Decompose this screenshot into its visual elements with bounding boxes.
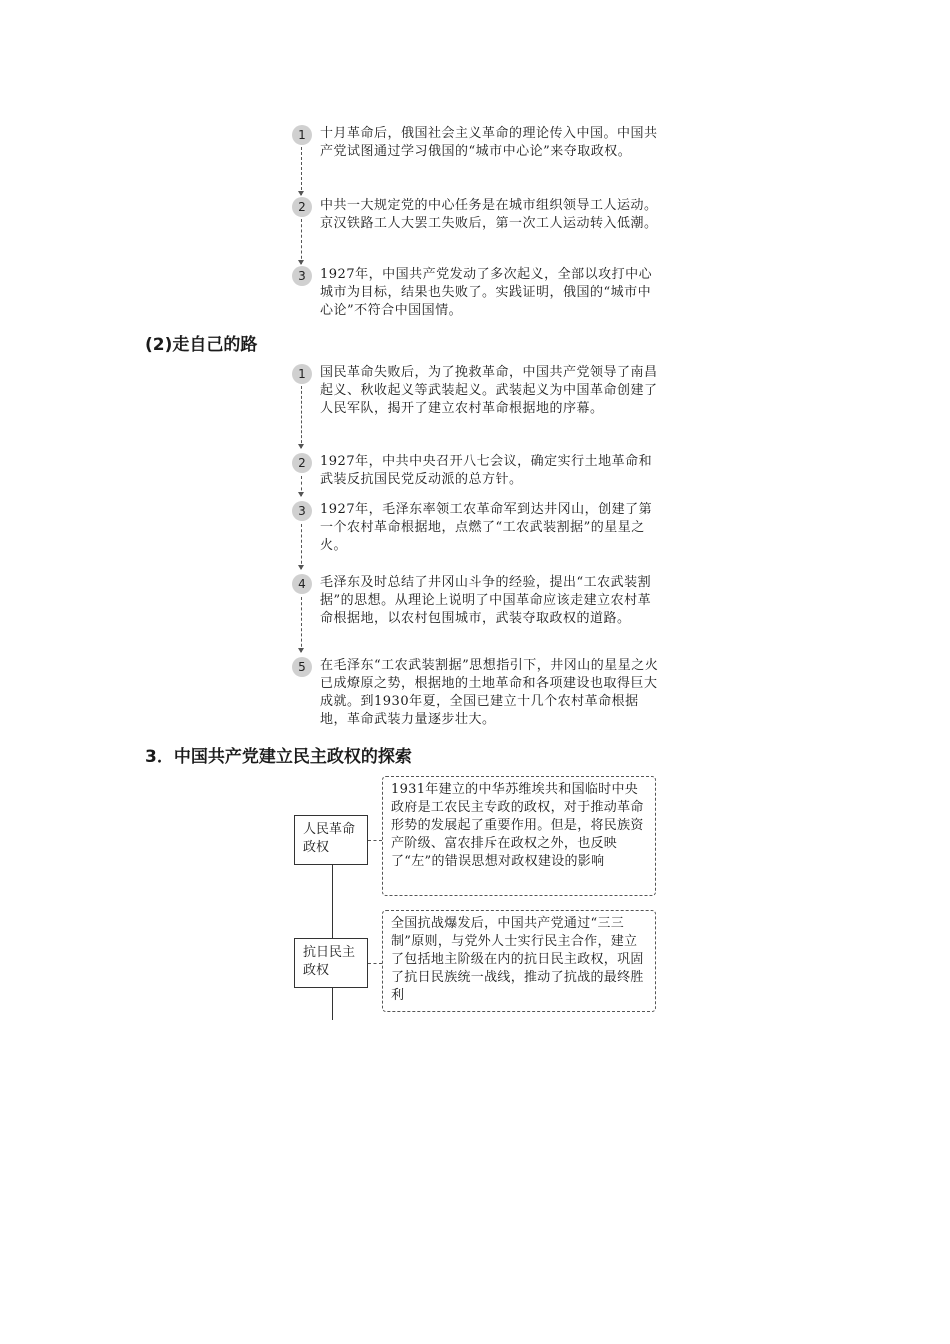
step-text: 在毛泽东“工农武装割据”思想指引下，井冈山的星星之火已成燎原之势，根据地的土地革命和各项建设也取得巨大成就。到1930年夏，全国已建立十几个农村革命根据地，革命武装力量逐步壮大。 [320,658,659,727]
timeline-connector [301,386,302,448]
flow-desc-people-regime: 1931年建立的中华苏维埃共和国临时中央政府是工农民主专政的政权，对于推动革命形势的发展起了重要作用。但是，将民族资产阶级、富农排斥在政权之外，也反映了“左”的错误思想对政权建设的影响 [382,776,656,896]
arrow-down-icon [298,492,304,497]
step-number: 2 [292,453,312,473]
arrow-down-icon [298,444,304,449]
step-text: 毛泽东及时总结了井冈山斗争的经验，提出“工农武装割据”的思想。从理论上说明了中国革命应该走建立农村革命根据地，以农村包围城市，武装夺取政权的道路。 [320,575,652,626]
step-text: 1927年，中国共产党发动了多次起义，全部以攻打中心城市为目标，结果也失败了。实践证明，俄国的“城市中心论”不符合中国国情。 [320,267,653,318]
step-number: 2 [292,197,312,217]
step-number: 1 [292,364,312,384]
flow-spine [332,865,333,938]
flow-spine [332,988,333,1020]
step-number: 3 [292,266,312,286]
timeline-city-center [292,125,672,325]
arrow-down-icon [298,191,304,196]
arrow-down-icon [298,648,304,653]
flow-box-anti-japanese-regime: 抗日民主政权 [294,938,368,988]
step-text: 十月革命后，俄国社会主义革命的理论传入中国。中国共产党试图通过学习俄国的“城市中心论”来夺取政权。 [320,126,658,159]
flow-connector [368,840,382,841]
section-heading: (2)走自己的路 [145,335,258,355]
timeline-connector [301,147,302,195]
section-heading: 3．中国共产党建立民主政权的探索 [145,747,412,767]
step-text: 国民革命失败后，为了挽救革命，中国共产党领导了南昌起义、秋收起义等武装起义。武装起义为中国革命创建了人民军队，揭开了建立农村革命根据地的序幕。 [320,365,658,416]
flow-box-people-regime: 人民革命政权 [294,815,368,865]
step-text: 1927年，中共中央召开八七会议，确定实行土地革命和武装反抗国民党反动派的总方针。 [320,454,653,487]
arrow-down-icon [298,565,304,570]
step-number: 3 [292,501,312,521]
timeline-connector [301,597,302,652]
step-number: 5 [292,657,312,677]
arrow-down-icon [298,260,304,265]
timeline-connector [301,524,302,569]
flow-desc-anti-japanese-regime: 全国抗战爆发后，中国共产党通过“三三制”原则，与党外人士实行民主合作，建立了包括地主阶级在内的抗日民主政权，巩固了抗日民族统一战线，推动了抗战的最终胜利 [382,910,656,1012]
step-text: 1927年，毛泽东率领工农革命军到达井冈山，创建了第一个农村革命根据地，点燃了“工农武装割据”的星星之火。 [320,502,653,553]
step-text: 中共一大规定党的中心任务是在城市组织领导工人运动。京汉铁路工人大罢工失败后，第一次工人运动转入低潮。 [320,198,658,231]
step-number: 1 [292,125,312,145]
timeline-connector [301,219,302,264]
step-number: 4 [292,574,312,594]
flow-connector [368,963,382,964]
timeline-own-road [292,364,672,729]
